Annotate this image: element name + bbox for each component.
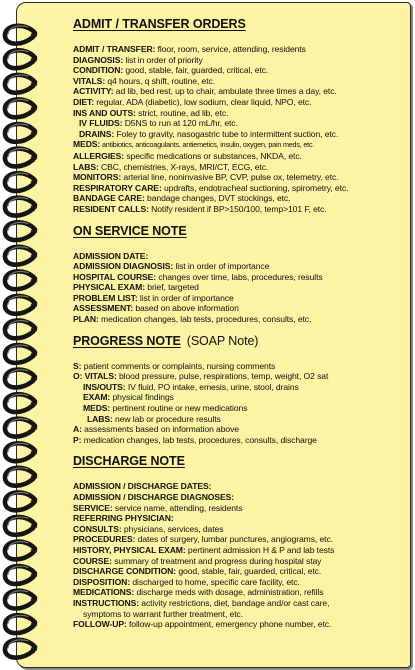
- line-text: IV fluid, PO intake, emesis, urine, stool, drains: [125, 381, 299, 392]
- line-label: ADMISSION / DISCHARGE DIAGNOSES:: [73, 492, 235, 502]
- line-item: [73, 108, 407, 119]
- line-text: follow-up appointment, emergency phone number, etc.: [126, 619, 332, 630]
- line-text: regular, ADA (diabetic), low sodium, clear liquid, NPO, etc.: [93, 96, 312, 107]
- spiral-coil: [5, 394, 37, 412]
- line-text: good, stable, fair, guarded, critical, etc.: [176, 566, 322, 577]
- spiral-coil: [5, 271, 37, 289]
- line-text: summary of treatment and progress during hospital stay: [111, 555, 322, 566]
- line-text: ad lib, bed rest, up to chair, ambulate three times a day, etc.: [113, 86, 337, 97]
- line-text: physical findings: [110, 392, 174, 403]
- line-label: LABS:: [73, 161, 99, 172]
- line-item: [73, 534, 407, 545]
- line-item: [73, 86, 407, 97]
- line-label: MEDS:: [73, 139, 101, 150]
- line-item: [73, 118, 407, 129]
- line-label: DISPOSITION:: [73, 576, 131, 587]
- line-text: strict, routine, ad lib, etc.: [135, 107, 229, 118]
- line-item: [73, 76, 407, 87]
- coil-ring: [5, 149, 35, 167]
- coil-ring: [5, 345, 35, 363]
- line-label: CONSULTS:: [73, 523, 122, 534]
- line-text: service name, attending, residents: [112, 502, 243, 513]
- spiral-coil: [5, 517, 37, 535]
- spiral-coil: [5, 468, 37, 486]
- discharge-note-section: [73, 454, 407, 629]
- line-item: [73, 139, 407, 151]
- line-text: antibiotics, anticoagulants, antiemetics, insulin, oxygen, pain meds, etc.: [100, 140, 315, 150]
- line-item: [73, 151, 407, 162]
- line-label: EXAM:: [83, 392, 111, 403]
- line-item: [73, 598, 407, 609]
- notebook-card: [16, 2, 411, 668]
- line-text: changes over time, labs, procedures, results: [156, 271, 323, 282]
- line-item: [73, 492, 407, 503]
- line-label: INS AND OUTS:: [73, 107, 136, 118]
- line-text: dates of surgery, lumbar punctures, angiograms, etc.: [135, 534, 333, 545]
- line-label: RESIDENT CALLS:: [73, 203, 149, 214]
- coil-ring: [5, 468, 35, 486]
- line-text: updrafts, endotracheal suctioning, spirometry, etc.: [161, 182, 349, 193]
- line-item: [73, 129, 407, 140]
- line-item: [73, 371, 407, 382]
- line-label: ACTIVITY:: [73, 86, 114, 97]
- line-item: [73, 545, 407, 556]
- spiral-binding: [0, 0, 60, 670]
- line-text: based on above information: [133, 303, 239, 314]
- spiral-coil: [5, 26, 37, 44]
- coil-ring: [5, 370, 35, 388]
- line-label: INS/OUTS:: [83, 381, 126, 392]
- spiral-coil: [5, 173, 37, 191]
- spiral-coil: [5, 419, 37, 437]
- line-item: [73, 272, 407, 283]
- line-text: activity restrictions, diet, bandage and/or cast care,: [139, 597, 330, 608]
- line-item: [73, 503, 407, 514]
- coil-ring: [5, 271, 35, 289]
- line-text: new lab or procedure results: [112, 413, 221, 424]
- coil-ring: [5, 296, 35, 314]
- line-text: good, stable, fair, guarded, critical, etc.: [123, 65, 269, 76]
- line-label: O: VITALS:: [73, 371, 117, 382]
- line-label: ASSESSMENT:: [73, 303, 134, 314]
- line-label: ADMISSION DIAGNOSIS:: [73, 261, 174, 272]
- spiral-coil: [5, 124, 37, 142]
- line-item: [73, 44, 407, 55]
- line-label: DIET:: [73, 96, 94, 107]
- line-label: PROCEDURES:: [73, 534, 136, 545]
- spiral-coil: [5, 591, 37, 609]
- line-text: arterial line, noninvasive BP, CVP, pulse ox, telemetry, etc.: [121, 172, 339, 183]
- line-item: [73, 619, 407, 630]
- coil-ring: [5, 591, 35, 609]
- line-text: physicians, services, dates: [121, 523, 224, 534]
- line-label: ADMISSION DATE:: [73, 250, 149, 261]
- line-item: [73, 65, 407, 76]
- line-label: LABS:: [87, 413, 113, 424]
- line-label: HISTORY, PHYSICAL EXAM:: [73, 544, 186, 555]
- progress-note-section: [73, 334, 407, 446]
- on-service-note-section: [73, 224, 407, 325]
- line-text: brief, targeted: [144, 282, 199, 293]
- line-label: PHYSICAL EXAM:: [73, 282, 145, 293]
- line-label: IV FLUIDS:: [79, 118, 123, 129]
- coil-ring: [5, 320, 35, 338]
- line-text: list in order of importance: [137, 292, 234, 303]
- line-label: PLAN:: [73, 314, 99, 325]
- line-label: DISCHARGE CONDITION:: [73, 566, 177, 577]
- spiral-coil: [5, 542, 37, 560]
- line-item: [73, 566, 407, 577]
- line-label: S:: [73, 360, 82, 371]
- line-label: HOSPITAL COURSE:: [73, 271, 157, 282]
- line-item: [73, 282, 407, 293]
- line-item: [73, 524, 407, 535]
- line-text: list in order of importance: [173, 261, 270, 272]
- line-text: bandage changes, DVT stockings, etc.: [144, 193, 291, 204]
- coil-ring: [5, 443, 35, 461]
- line-text: floor, room, service, attending, residents: [155, 44, 306, 54]
- line-text: Notify resident if BP>150/100, temp>101 F, etc.: [148, 203, 327, 214]
- line-item: [73, 303, 407, 314]
- line-item: [73, 314, 407, 325]
- line-item: [73, 435, 407, 446]
- line-text: Foley to gravity, nasogastric tube to intermittent suction, etc.: [114, 128, 339, 139]
- spiral-coil: [5, 296, 37, 314]
- line-label: VITALS:: [73, 75, 106, 86]
- line-text: D5NS to run at 120 mL/hr, etc.: [122, 118, 238, 129]
- section-title: [73, 334, 407, 349]
- line-item: [73, 382, 407, 393]
- line-item: [73, 55, 407, 66]
- line-label: RESPIRATORY CARE:: [73, 182, 162, 193]
- line-label: CONDITION:: [73, 65, 124, 76]
- spiral-coil: [5, 345, 37, 363]
- spiral-coil: [5, 99, 37, 117]
- coil-ring: [5, 26, 35, 44]
- coil-ring: [5, 222, 35, 240]
- line-item: [73, 577, 407, 588]
- line-text: list in order of priority: [123, 54, 203, 65]
- coil-ring: [5, 542, 35, 560]
- spiral-coil: [5, 370, 37, 388]
- section-title: ADMIT / TRANSFER ORDERS: [73, 17, 246, 31]
- line-label: MONITORS:: [73, 172, 122, 183]
- notes-content: [73, 17, 407, 639]
- coil-ring: [5, 419, 35, 437]
- line-label: COURSE:: [73, 555, 112, 566]
- line-text: pertinent admission H & P and lab tests: [185, 544, 335, 555]
- line-label: MEDS:: [83, 403, 111, 414]
- coil-ring: [5, 566, 35, 584]
- spiral-coil: [5, 50, 37, 68]
- spiral-coil: [5, 198, 37, 216]
- coil-ring: [5, 492, 35, 510]
- line-item: [73, 162, 407, 173]
- line-text: discharge meds with dosage, administration, refills: [134, 587, 324, 598]
- coil-ring: [5, 124, 35, 142]
- line-item: [73, 97, 407, 108]
- spiral-coil: [5, 492, 37, 510]
- section-title: DISCHARGE NOTE: [73, 454, 185, 469]
- line-text: patient comments or complaints, nursing comments: [81, 360, 276, 371]
- spiral-coil: [5, 566, 37, 584]
- line-item: [73, 251, 407, 262]
- line-item: [73, 361, 407, 372]
- line-text: assessments based on information above: [81, 424, 239, 435]
- section-title-suffix: (SOAP Note): [186, 333, 259, 348]
- line-label: DIAGNOSIS:: [73, 54, 124, 65]
- line-text: medication changes, lab tests, procedures, consults, discharge: [81, 434, 317, 445]
- line-text: blood pressure, pulse, respirations, temp, weight, O2 sat: [116, 371, 329, 382]
- coil-ring: [5, 198, 35, 216]
- line-label: P:: [73, 434, 82, 445]
- line-label: ADMISSION / DISCHARGE DATES:: [73, 481, 212, 492]
- coil-ring: [5, 615, 35, 633]
- line-text: pertinent routine or new medications: [110, 403, 248, 414]
- line-text: CBC, chemistries, X-rays, MRI/CT, ECG, etc.: [98, 161, 269, 172]
- line-item: [73, 424, 407, 435]
- line-item: [73, 403, 407, 414]
- line-label: MEDICATIONS:: [73, 587, 135, 598]
- line-item: [73, 293, 407, 304]
- line-label: REFERRING PHYSICIAN:: [73, 513, 174, 524]
- line-item: [73, 172, 407, 183]
- spiral-coil: [5, 640, 37, 658]
- line-text: discharged to home, specific care facility, etc.: [130, 576, 300, 587]
- spiral-coil: [5, 320, 37, 338]
- coil-ring: [5, 640, 35, 658]
- line-label: SERVICE:: [73, 502, 113, 513]
- line-item: [73, 587, 407, 598]
- line-item: [73, 414, 407, 425]
- line-item: [73, 556, 407, 567]
- line-item: [73, 183, 407, 194]
- coil-ring: [5, 50, 35, 68]
- coil-ring: [5, 75, 35, 93]
- section-title-text: PROGRESS NOTE: [73, 333, 181, 348]
- line-label: ADMIT / TRANSFER:: [73, 44, 156, 54]
- line-label: ALLERGIES:: [73, 150, 125, 161]
- spiral-coil: [5, 222, 37, 240]
- line-label: DRAINS:: [79, 128, 115, 139]
- spiral-coil: [5, 247, 37, 265]
- line-label: FOLLOW-UP:: [73, 619, 127, 630]
- line-label: INSTRUCTIONS:: [73, 597, 140, 608]
- coil-ring: [5, 173, 35, 191]
- line-item: [73, 392, 407, 403]
- coil-ring: [5, 394, 35, 412]
- line-text: symptoms to warrant further treatment, etc.: [83, 608, 243, 619]
- line-text: medication changes, lab tests, procedures, consults, etc.: [98, 314, 312, 325]
- spiral-coil: [5, 443, 37, 461]
- line-label: PROBLEM LIST:: [73, 292, 138, 303]
- line-text: q4 hours, q shift, routine, etc.: [105, 75, 216, 86]
- line-text: specific medications or substances, NKDA, etc.: [124, 150, 302, 161]
- spiral-coil: [5, 149, 37, 167]
- section-title: ON SERVICE NOTE: [73, 223, 187, 238]
- coil-ring: [5, 99, 35, 117]
- spiral-coil: [5, 75, 37, 93]
- line-label: BANDAGE CARE:: [73, 193, 145, 204]
- line-item: [73, 204, 407, 215]
- coil-ring: [5, 517, 35, 535]
- line-item: [73, 193, 407, 204]
- line-item: [73, 513, 407, 524]
- coil-ring: [5, 247, 35, 265]
- line-label: A:: [73, 424, 82, 435]
- line-item: [73, 609, 407, 620]
- spiral-coil: [5, 615, 37, 633]
- admit-transfer-orders-section: [73, 17, 407, 215]
- line-item: [73, 481, 407, 492]
- line-item: [73, 261, 407, 272]
